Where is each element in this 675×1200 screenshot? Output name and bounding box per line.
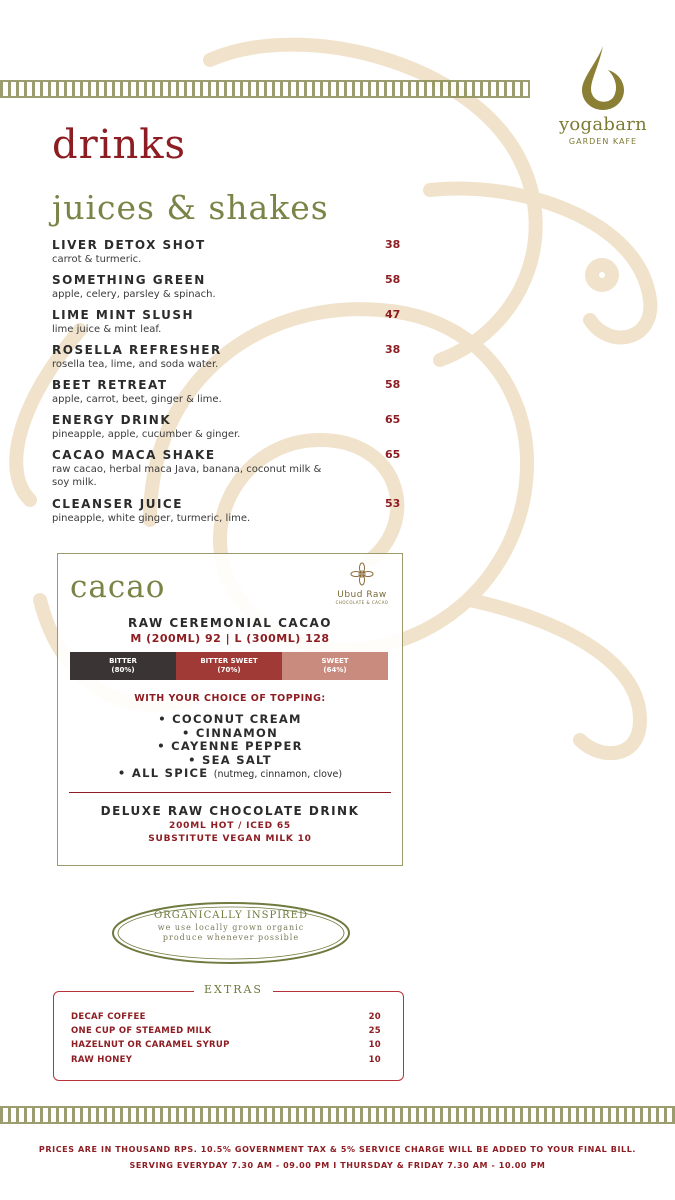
menu-item (52, 343, 402, 371)
deluxe-chocolate-title: DELUXE RAW CHOCOLATE DRINK (100, 804, 360, 818)
deluxe-chocolate-price: 200ML HOT / ICED 65 (169, 821, 291, 831)
menu-item (52, 238, 402, 266)
bar-label: BITTER SWEET (200, 657, 258, 665)
topping-item: • CAYENNE PEPPER (157, 739, 303, 753)
yogabarn-logo (548, 44, 658, 146)
item-description: carrot & turmeric. (52, 254, 142, 265)
menu-item (52, 497, 402, 525)
ceremonial-cacao-title: RAW CEREMONIAL CACAO (128, 616, 332, 630)
extras-item (71, 1012, 381, 1022)
bar-bitter-sweet (176, 652, 282, 680)
item-description: lime juice & mint leaf. (52, 324, 162, 335)
bar-percent: (70%) (217, 666, 241, 674)
item-description: rosella tea, lime, and soda water. (52, 359, 219, 370)
item-name: BEET RETREAT (52, 378, 168, 392)
menu-item (52, 273, 402, 301)
extras-item (71, 1026, 381, 1036)
bar-percent: (64%) (323, 666, 347, 674)
extras-title: EXTRAS (194, 983, 273, 996)
extras-item (71, 1040, 381, 1050)
extras-item-name: DECAF COFFEE (71, 1012, 146, 1022)
extras-item-name: HAZELNUT OR CARAMEL SYRUP (71, 1040, 230, 1050)
bar-label: BITTER (109, 657, 137, 665)
extras-item-price: 10 (368, 1040, 381, 1050)
ubud-raw-sub: CHOCOLATE & CACAO (335, 600, 389, 605)
topping-item: • ALL SPICE (117, 766, 209, 780)
item-name: CACAO MACA SHAKE (52, 448, 216, 462)
item-price: 65 (385, 413, 401, 426)
ubud-raw-name: Ubud Raw (337, 590, 387, 600)
item-price: 58 (385, 273, 401, 286)
menu-item (52, 308, 402, 336)
topping-item: • COCONUT CREAM (158, 712, 302, 726)
extras-item-price: 20 (368, 1012, 381, 1022)
extras-item-price: 10 (368, 1055, 381, 1065)
item-price: 38 (385, 343, 401, 356)
organic-text: we use locally grown organic produce whenever possible (157, 923, 305, 942)
item-price: 38 (385, 238, 401, 251)
item-name: LIME MINT SLUSH (52, 308, 195, 322)
bottom-decorative-border (0, 1106, 675, 1124)
ceremonial-cacao-sizes: M (200ML) 92 | L (300ML) 128 (130, 632, 330, 645)
item-description: apple, carrot, beet, ginger & lime. (52, 394, 222, 405)
cacao-title: cacao (70, 569, 166, 605)
topping-item: • SEA SALT (188, 752, 272, 767)
section-divider (69, 792, 391, 793)
toppings-list (58, 713, 402, 782)
extras-item-name: RAW HONEY (71, 1055, 133, 1065)
item-description: apple, celery, parsley & spinach. (52, 289, 216, 300)
topping-note: (nutmeg, cinnamon, clove) (213, 769, 343, 780)
bar-label: SWEET (321, 657, 349, 665)
bar-percent: (80%) (111, 666, 135, 674)
item-name: LIVER DETOX SHOT (52, 238, 206, 252)
section-title-juices: juices & shakes (52, 188, 329, 227)
bar-sweet (282, 652, 388, 680)
organic-badge (110, 900, 352, 966)
menu-item (52, 413, 402, 441)
vegan-milk-option: SUBSTITUTE VEGAN MILK 10 (148, 834, 312, 844)
extras-section (53, 983, 404, 1081)
drop-icon (578, 44, 628, 112)
item-description: pineapple, apple, cucumber & ginger. (52, 429, 241, 440)
top-decorative-border (0, 80, 530, 98)
organic-title: ORGANICALLY INSPIRED (153, 910, 308, 921)
bitterness-scale (70, 652, 388, 680)
item-name: ENERGY DRINK (52, 413, 172, 427)
extras-item-price: 25 (368, 1026, 381, 1036)
menu-item (52, 378, 402, 406)
ubud-raw-logo (330, 562, 394, 605)
topping-item: • CINNAMON (181, 725, 279, 740)
footer-pricing-note: PRICES ARE IN THOUSAND RPS. 10.5% GOVERNMENT TAX & 5% SERVICE CHARGE WILL BE ADDED TO YOUR FINAL BILL. (38, 1145, 637, 1154)
logo-tagline: GARDEN KAFE (568, 137, 638, 146)
menu-item (52, 448, 402, 489)
mandala-icon (350, 562, 374, 586)
item-price: 58 (385, 378, 401, 391)
item-description: pineapple, white ginger, turmeric, lime. (52, 513, 251, 524)
page-title: drinks (52, 122, 187, 168)
extras-item (71, 1055, 381, 1065)
item-price: 53 (385, 497, 401, 510)
item-price: 47 (385, 308, 401, 321)
item-name: CLEANSER JUICE (52, 497, 183, 511)
item-name: ROSELLA REFRESHER (52, 343, 222, 357)
topping-item-allspice (58, 767, 402, 782)
item-price: 65 (385, 448, 401, 461)
logo-name: yogabarn (558, 114, 648, 135)
item-description: raw cacao, herbal maca Java, banana, coconut milk & soy milk. (52, 464, 322, 488)
item-name: SOMETHING GREEN (52, 273, 206, 287)
cacao-section (57, 553, 403, 866)
footer-hours: SERVING EVERYDAY 7.30 AM - 09.00 PM I THURSDAY & FRIDAY 7.30 AM - 10.00 PM (129, 1161, 546, 1170)
extras-item-name: ONE CUP OF STEAMED MILK (71, 1026, 212, 1036)
bar-bitter (70, 652, 176, 680)
topping-choice-label: WITH YOUR CHOICE OF TOPPING: (134, 693, 326, 704)
